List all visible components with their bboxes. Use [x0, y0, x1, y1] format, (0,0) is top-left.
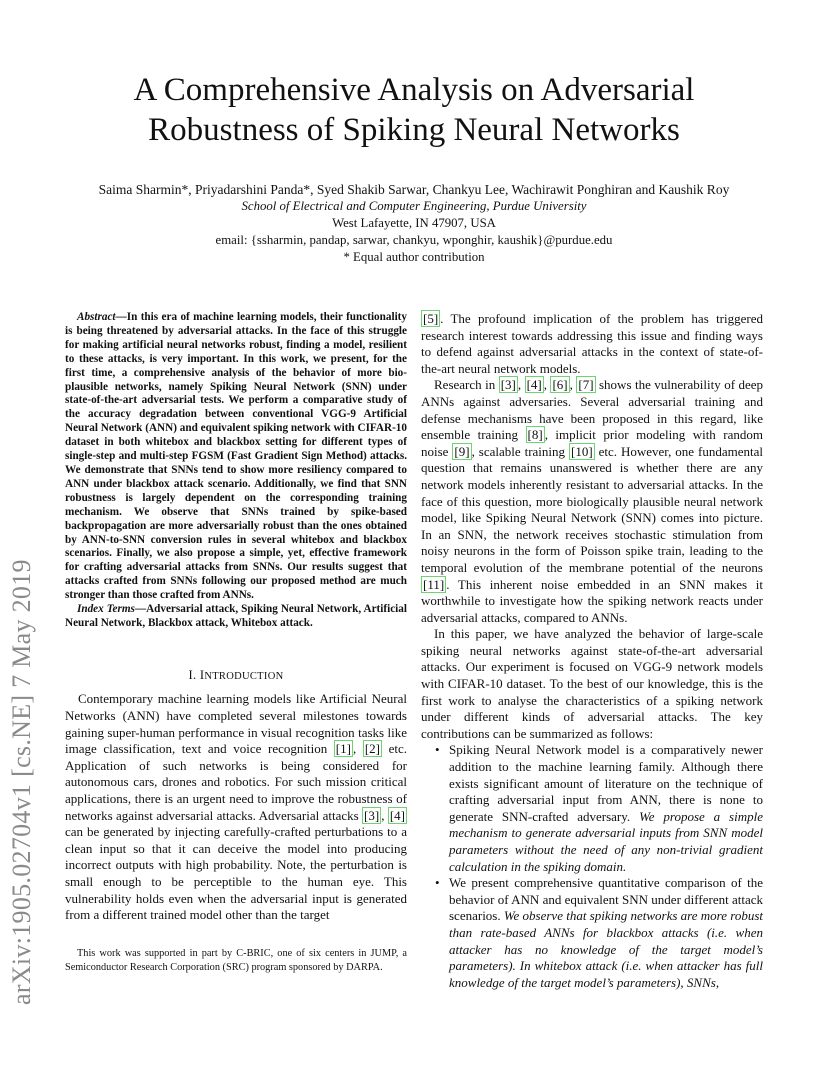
text-run: ,	[352, 741, 363, 757]
citation-link[interactable]: [6]	[552, 377, 568, 393]
index-terms	[65, 603, 407, 631]
text-run: can be generated by injecting carefully-crafted perturbations to a clean input so that it can deceive the model into producing incorrect outputs with high probability. Note, the perturbation is small enough to be perceptible to the human eye. This vulnerability holds even when the adversarial input is generated from a different trained model other than the target	[65, 824, 407, 923]
citation-link[interactable]: [9]	[454, 443, 470, 459]
arxiv-identifier: arXiv:1905.02704v1 [cs.NE] 7 May 2019	[7, 559, 36, 1005]
funding-footnote: This work was supported in part by C-BRIC, one of six centers in JUMP, a Semiconductor Research Corporation (SRC) program sponsored by DARPA.	[65, 948, 407, 973]
section-title-rest: NTRODUCTION	[204, 670, 284, 682]
citation-link[interactable]: [3]	[364, 807, 380, 823]
abstract-label: Abstract	[77, 311, 116, 323]
text-run: , implicit prior modeling with random noise	[421, 427, 764, 459]
citation-link[interactable]: [8]	[527, 427, 543, 443]
affiliation: School of Electrical and Computer Engineering, Purdue University	[241, 199, 587, 213]
title-line-2: Robustness of Spiking Neural Networks	[148, 112, 680, 148]
text-run: , scalable training	[471, 443, 569, 459]
right-column	[421, 311, 763, 991]
location: West Lafayette, IN 47907, USA	[332, 216, 496, 230]
list-item	[449, 875, 763, 991]
text-run: We present comprehensive quantitative comparison of the behavior of ANN and equivalent SNN under different attack scenarios.	[449, 875, 763, 924]
citation-link[interactable]: [2]	[364, 741, 380, 757]
abstract-text: —In this era of machine learning models, their functionality is being threatened by adversarial attacks. In the face of this struggle for making artificial neural networks robust, finding a model, resilient to these attacks, is very important. In this work, we present, for the first time, a comprehensive analysis of the behavior of more bio-plausible networks, namely Spiking Neural Network (SNN) under state-of-the-art adversarial tests. We perform a comparative study of the accuracy degradation between conventional VGG-9 Artificial Neural Network (ANN) and equivalent spiking network with CIFAR-10 dataset in both whitebox and blackbox setting for different types of single-step and multi-step FGSM (Fast Gradient Sign Method) attacks. We demonstrate that SNNs tend to show more resiliency compared to ANN under blackbox attack scenario. Additionally, we find that SNN robustness is largely dependent on the corresponding training mechanism. We observe that SNNs trained by spike-based backpropagation are more adversarially robust than the ones obtained by ANN-to-SNN conversion rules in several whitebox and blackbox scenarios. Finally, we also propose a simple, yet, effective framework for crafting adversarial attacks from SNNs. Our results suggest that attacks crafted from SNNs following our proposed method are much stronger than those crafted from ANNs.	[65, 311, 407, 602]
citation-link[interactable]: [11]	[423, 576, 445, 592]
text-run: Research in	[434, 377, 499, 393]
text-run: Contemporary machine learning models like Artificial Neural Networks (ANN) have completed several milestones towards gaining super-human performance in visual recognition tasks like image classification, text and voice recognition	[65, 691, 407, 757]
citation-link[interactable]: [5]	[423, 311, 439, 326]
text-run: We observe that spiking networks are more robust than rate-based ANNs for blackbox attacks (i.e. when attacker has no knowledge of the target model’s parameters). In whitebox attack (i.e. when attacker has full knowledge of the target model’s parameters), SNNs,	[449, 908, 764, 990]
list-item	[449, 742, 763, 875]
citation-link[interactable]: [3]	[500, 377, 516, 393]
text-run: etc. However, one fundamental question that remains unanswered is whether there are any network models inherently resistant to adversarial attacks. In the face of this question, more biologically plausible neural network model, like Spiking Neural Network (SNN) comes into picture. In an SNN, the network receives stochastic stimulation from noisy neurons in the form of Poisson spike train, leading to the temporal evolution of the membrane potential of the neurons	[421, 443, 763, 575]
continued-paragraph	[421, 311, 763, 377]
citation-link[interactable]: [4]	[526, 377, 542, 393]
text-run: We propose a simple mechanism to generate adversarial inputs from SNN model parameters without the need of any non-trivial gradient calculation in the spiking domain.	[449, 808, 763, 874]
text-run: Spiking Neural Network model is a comparatively newer addition to the machine learning family. Although there exists significant amount of literature on the technique of crafting adversarial input from ANN, there is none to generate SNN-crafted adversary.	[449, 742, 763, 824]
index-terms-text: —Adversarial attack, Spiking Neural Network, Artificial Neural Network, Blackbox attack, Whitebox attack.	[65, 603, 407, 629]
email-line: email: {ssharmin, pandap, sarwar, chankyu, wponghir, kaushik}@purdue.edu	[215, 233, 613, 247]
text-run: ,	[569, 377, 577, 393]
abstract	[65, 311, 407, 603]
this-paper-paragraph: In this paper, we have analyzed the behavior of large-scale spiking neural networks against state-of-the-art adversarial attacks. Our experiment is focused on VGG-9 network models with CIFAR-10 dataset. To the best of our knowledge, this is the first work to analyse the characteristics of a spiking network under different kinds of adversarial attacks. The key contributions can be summarized as follows:	[421, 626, 763, 741]
intro-paragraph	[65, 691, 407, 923]
text-run: ,	[543, 377, 551, 393]
section-title-initial: I	[199, 667, 205, 682]
text-run: . The profound implication of the problem has triggered research interest towards addressing this issue and finding ways to defend against adversarial attacks in the context of state-of-the-art neural network models.	[421, 311, 763, 376]
text-run: shows the vulnerability of deep ANNs against adversaries. Several adversarial training and defense mechanisms have been proposed in this regard, like ensemble training	[421, 377, 764, 443]
section-heading-introduction	[65, 667, 407, 686]
citation-link[interactable]: [10]	[570, 443, 593, 459]
research-paragraph	[421, 377, 763, 626]
text-run: ,	[517, 377, 525, 393]
contributions-list	[421, 742, 763, 991]
left-column	[65, 311, 407, 924]
title-line-1: A Comprehensive Analysis on Adversarial	[133, 72, 695, 108]
text-run: ,	[381, 807, 388, 823]
author-list: Saima Sharmin*, Priyadarshini Panda*, Syed Shakib Sarwar, Chankyu Lee, Wachirawit Ponghiran and Kaushik Roy	[98, 182, 730, 197]
text-run: . This inherent noise embedded in an SNN makes it worthwhile to investigate how the spiking network reacts under adversarial attacks, compared to ANNs.	[421, 576, 763, 625]
text-run: etc. Application of such networks is being considered for autonomous cars, drones and robotics. For such mission critical applications, there is an urgent need to improve the robustness of networks against adversarial attacks. Adversarial attacks	[65, 741, 407, 823]
index-terms-label: Index Terms	[77, 603, 135, 616]
paper-title	[0, 70, 828, 150]
equal-contribution-note: * Equal author contribution	[343, 250, 485, 264]
citation-link[interactable]: [7]	[578, 377, 594, 393]
citation-link[interactable]: [1]	[335, 741, 351, 757]
section-numeral: I.	[188, 667, 200, 682]
citation-link[interactable]: [4]	[389, 807, 406, 823]
